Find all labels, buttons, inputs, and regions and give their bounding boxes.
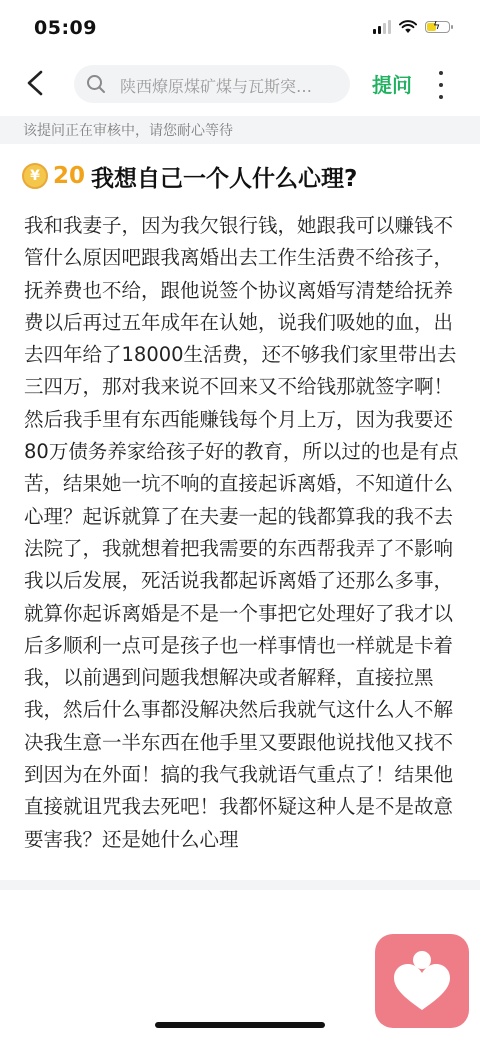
search-icon [86,74,106,94]
review-notice-text: 该提问正在审核中，请您耐心等待 [23,123,233,139]
battery-icon: ϟ [425,21,450,33]
top-nav [0,60,480,108]
wifi-icon [399,20,417,34]
heart-icon [390,948,454,1014]
status-bar [0,0,480,58]
search-input[interactable] [74,65,350,103]
status-time: 05:09 [34,17,97,39]
question-body: 我和我妻子，因为我欠银行钱，她跟我可以赚钱不管什么原因吧跟我离婚出去工作生活费不给孩子，抚养费也不给，跟他说签个协议离婚写清楚给抚养费以后再过五年成年在认她，说我们吸她的血，出去四年给了18000生活费，还不够我们家里带出去三四万，那对我来说不回来又不给钱那就签字啊！然后我手里有东西能赚钱每个月上万，因为我要还80万债务养家给孩子好的教育，所以过的也是有点苦，结果她一坑不响的直接起诉离婚，不知道什么心理？起诉就算了在夫妻一起的钱都算我的我不去法院了，我就想着把我需要的东西帮我弄了不影响我以后发展，死活说我都起诉离婚了还那么多事，就算你起诉离婚是不是一个事把它处理好了我才以后多顺利一点可是孩子也一样事情也一样就是卡着我，以前遇到问题我想解决或者解释，直接拉黑我，然后什么事都没解决然后我就气这什么人不解决我生意一半东西在他手里又要跟他说找他又找不到因为在外面！搞的我气我就语气重点了！结果他直接就诅咒我去死吧！我都怀疑这种人是不是故意要害我？还是她什么心理 [24,214,459,851]
back-arrow-icon[interactable] [24,70,48,96]
coin-icon: ¥ [22,163,48,189]
review-notice [0,116,480,144]
signal-icon [373,20,391,34]
heart-fab-button[interactable] [375,934,469,1028]
home-indicator [155,1022,325,1028]
question-title: 我想自己一个人什么心理? [91,165,358,192]
more-options-icon[interactable] [434,71,448,99]
bounty-amount: 20 [53,163,86,189]
section-divider [0,880,480,890]
question-header [22,158,357,194]
status-icons [373,20,450,34]
search-text: 陕西燎原煤矿煤与瓦斯突… [120,77,313,96]
ask-question-button[interactable]: 提问 [372,73,412,97]
